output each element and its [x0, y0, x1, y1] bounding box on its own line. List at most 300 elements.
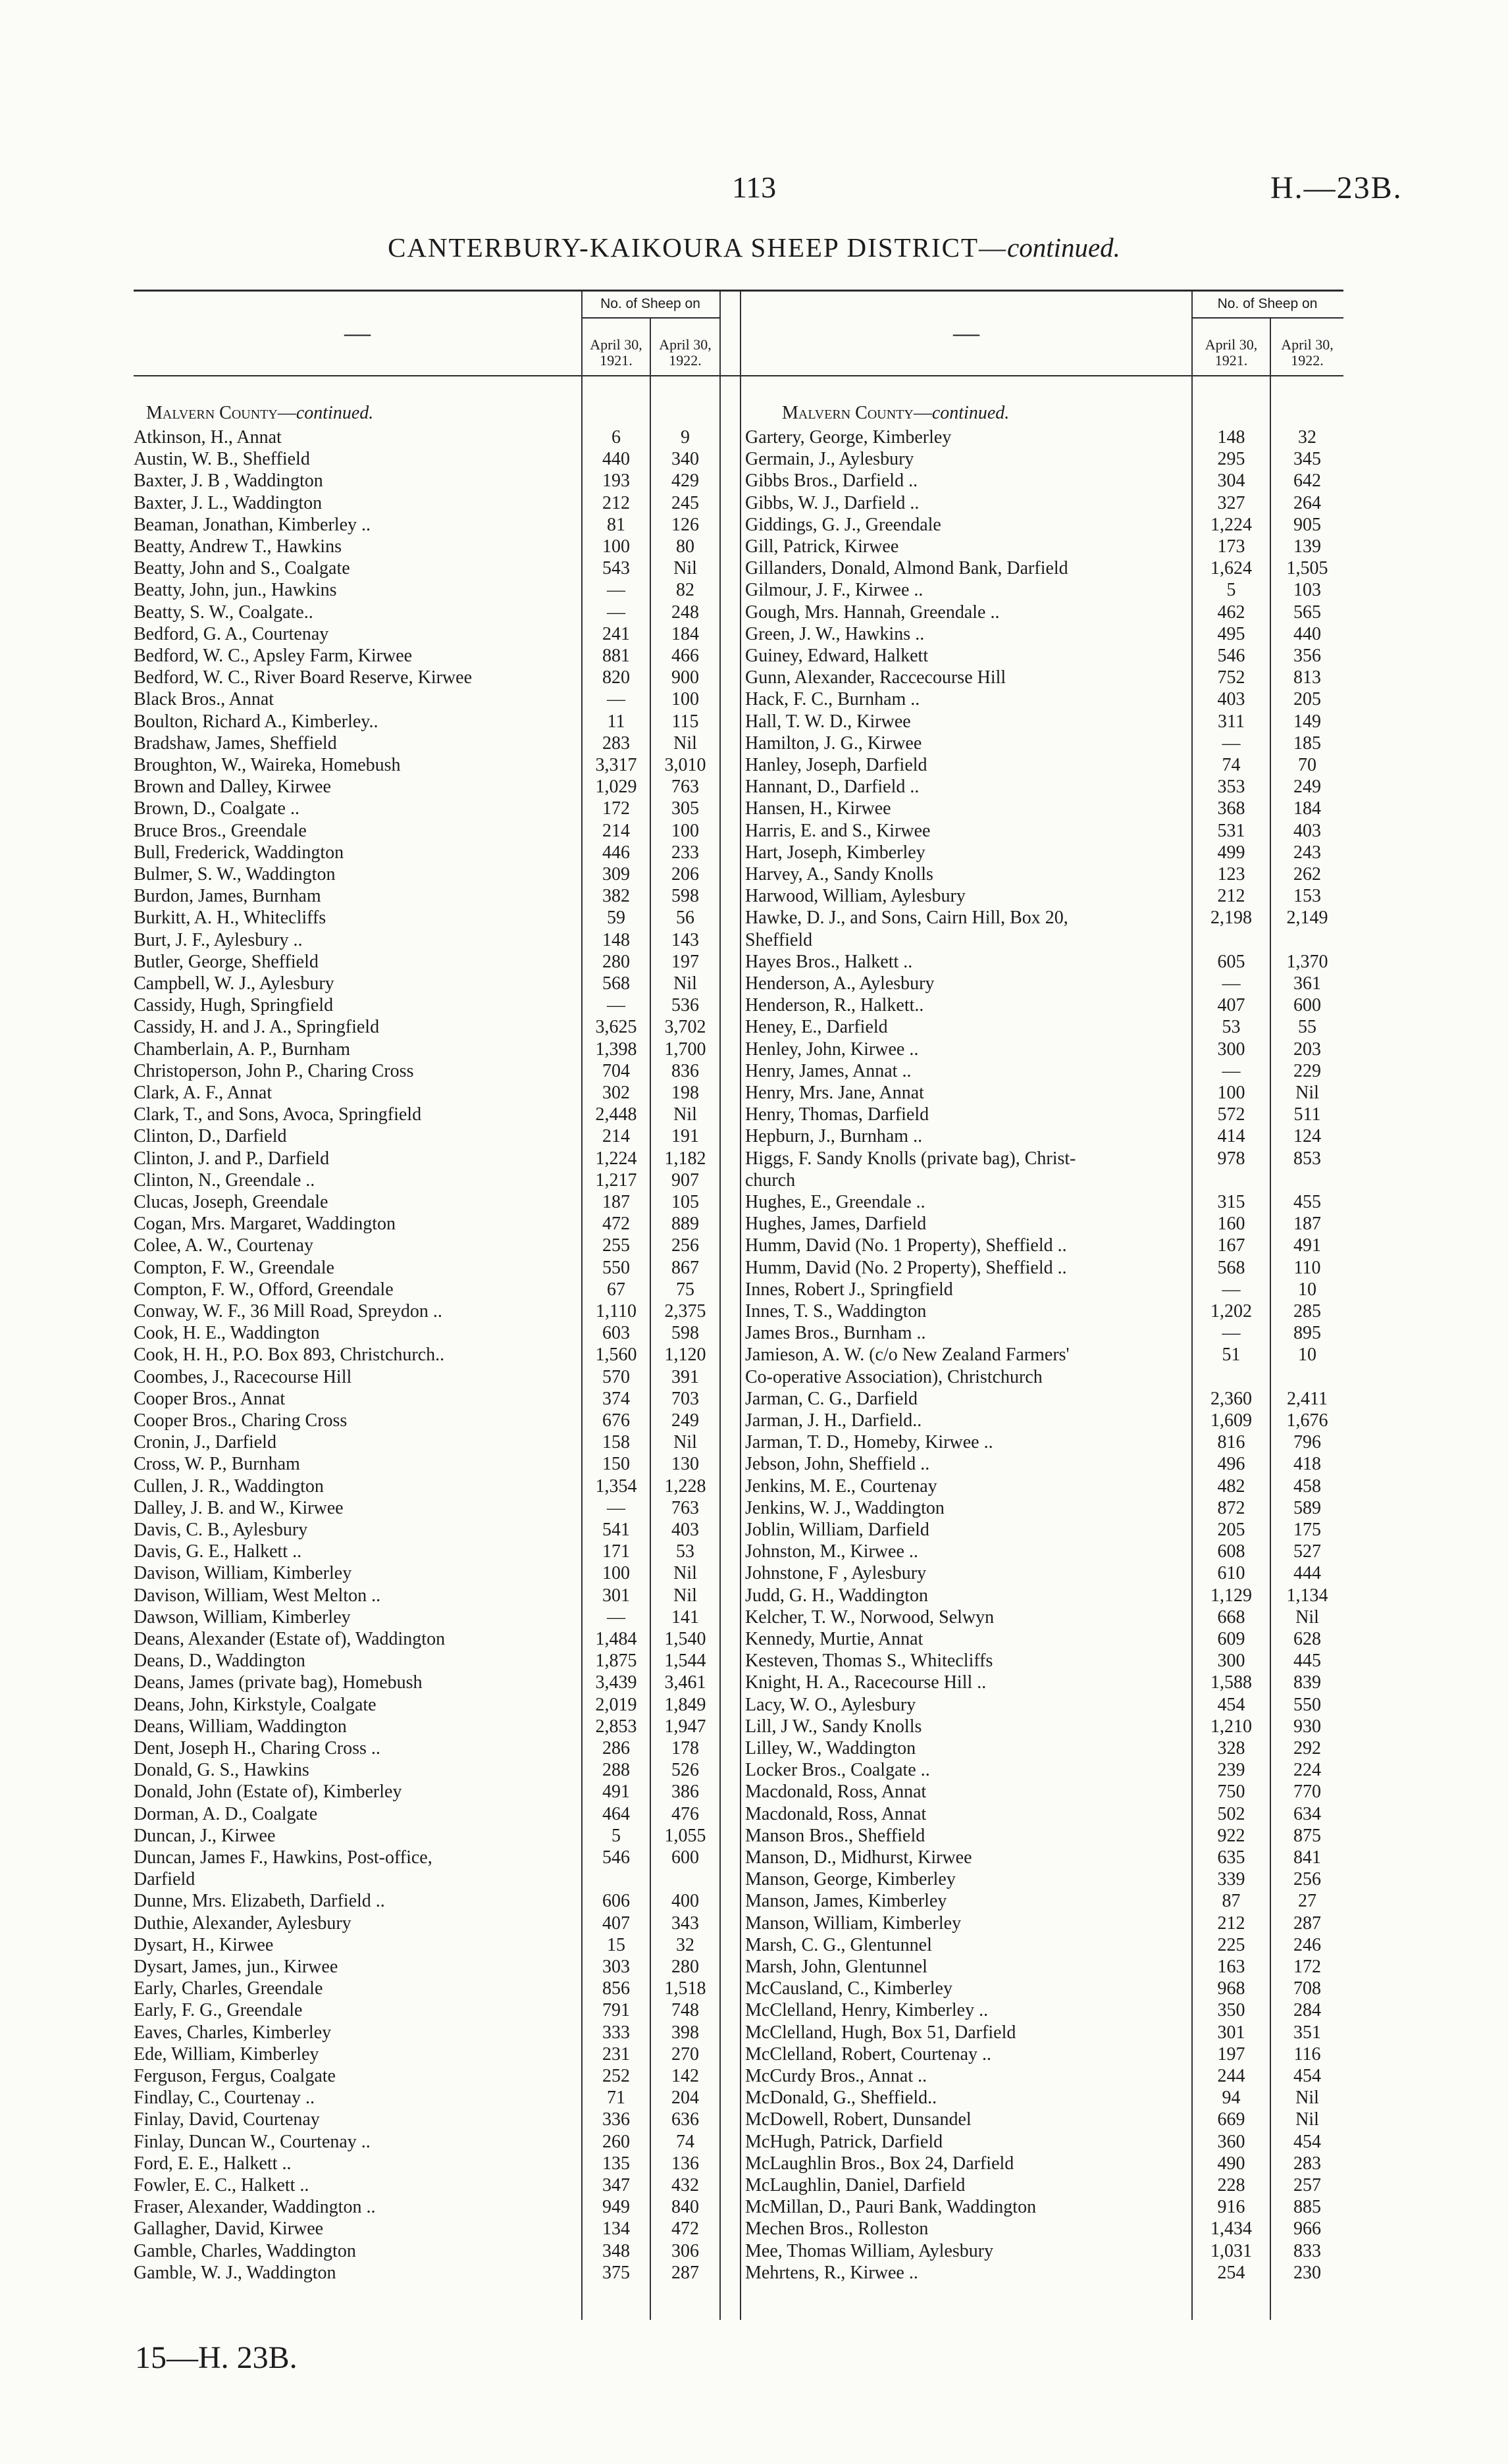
- sheep-1922: 115: [671, 711, 699, 732]
- holder-name: Clark, T., and Sons, Avoca, Springfield: [134, 1104, 422, 1125]
- left-table-row: [134, 1672, 719, 1693]
- sheep-1921: 1,029: [595, 777, 637, 798]
- left-table-row: [134, 426, 719, 448]
- right-table-row: [745, 1148, 1343, 1169]
- sheep-1921: 791: [602, 2000, 630, 2021]
- sheep-1921: 606: [602, 1891, 630, 1912]
- sheep-1921: 2,360: [1210, 1388, 1252, 1409]
- sheep-1921: 327: [1217, 492, 1245, 513]
- holder-name: Donald, G. S., Hawkins: [134, 1760, 309, 1781]
- left-table-row: [134, 951, 719, 973]
- sheep-1921: 286: [602, 1738, 630, 1758]
- right-table-row: [745, 1650, 1343, 1672]
- left-header-no-of-sheep: No. of Sheep on: [600, 296, 700, 311]
- sheep-1922: 204: [671, 2088, 699, 2109]
- sheep-1921: 572: [1217, 1104, 1245, 1125]
- right-table-row: [745, 820, 1343, 842]
- holder-name: Beatty, S. W., Coalgate..: [134, 602, 313, 623]
- sheep-1922: 813: [1293, 667, 1321, 688]
- sheep-1922: 403: [1293, 820, 1321, 841]
- sheep-1922: 1,676: [1286, 1410, 1328, 1431]
- sheep-1922: 292: [1293, 1738, 1321, 1758]
- right-table-row: [745, 1781, 1343, 1803]
- holder-name: Deans, Alexander (Estate of), Waddington: [134, 1629, 446, 1649]
- left-table-row: [134, 688, 719, 710]
- right-table-row: [745, 514, 1343, 536]
- sheep-1921: 496: [1217, 1454, 1245, 1475]
- sheep-1921: 1,609: [1210, 1410, 1252, 1431]
- holder-name: Heney, E., Darfield: [745, 1017, 888, 1038]
- sheep-1921: 3,625: [595, 1017, 637, 1038]
- holder-name: Coombes, J., Racecourse Hill: [134, 1366, 352, 1387]
- holder-name: Chamberlain, A. P., Burnham: [134, 1039, 350, 1060]
- holder-name: Finlay, Duncan W., Courtenay ..: [134, 2131, 371, 2152]
- holder-name: Davison, William, West Melton ..: [134, 1585, 381, 1606]
- sheep-1921: —: [1222, 973, 1241, 994]
- sheep-1921: 2,019: [595, 1694, 637, 1715]
- holder-name: Compton, F. W., Greendale: [134, 1257, 334, 1278]
- sheep-1921: 568: [1217, 1257, 1245, 1278]
- sheep-1921: 881: [602, 646, 630, 666]
- holder-name: Duncan, James F., Hawkins, Post-office,: [134, 1847, 432, 1868]
- holder-name: Deans, William, Waddington: [134, 1716, 347, 1737]
- holder-name: Henry, Mrs. Jane, Annat: [745, 1083, 924, 1103]
- left-table-row: [134, 1978, 719, 1999]
- sheep-1922: 178: [671, 1738, 699, 1758]
- holder-name: Jarman, T. D., Homeby, Kirwee ..: [745, 1432, 993, 1453]
- holder-name: Innes, T. S., Waddington: [745, 1301, 927, 1322]
- right-table-row: [745, 2262, 1343, 2284]
- sheep-1921: 134: [602, 2219, 630, 2240]
- sheep-1922: 55: [1298, 1017, 1316, 1038]
- holder-name: Dysart, James, jun., Kirwee: [134, 1957, 338, 1977]
- page-title: [0, 232, 1508, 263]
- left-table-row: [134, 1541, 719, 1562]
- sheep-1922: 70: [1298, 755, 1316, 775]
- holder-name: Hawke, D. J., and Sons, Cairn Hill, Box 20,: [745, 908, 1068, 929]
- sheep-1921: 231: [602, 2043, 630, 2065]
- right-table-row: [745, 1956, 1343, 1978]
- holder-name: Hughes, E., Greendale ..: [745, 1192, 925, 1212]
- left-table-row: [134, 1606, 719, 1628]
- sheep-1922: 175: [1293, 1520, 1321, 1540]
- sheep-1921: 570: [602, 1366, 630, 1387]
- right-table-row: [745, 492, 1343, 514]
- sheep-1921: 949: [602, 2197, 630, 2218]
- sheep-1921: 148: [602, 929, 630, 950]
- left-table-row: [134, 711, 719, 732]
- right-table-row: [745, 1104, 1343, 1125]
- sheep-1921: 67: [607, 1279, 625, 1300]
- sheep-1922: 110: [1293, 1257, 1321, 1278]
- sheep-1921: 336: [602, 2109, 630, 2130]
- sheep-1922: Nil: [673, 1432, 697, 1453]
- holder-name: Cook, H. H., P.O. Box 893, Christchurch..: [134, 1345, 445, 1366]
- sheep-1922: 103: [1293, 580, 1321, 601]
- holder-name: Manson, James, Kimberley: [745, 1891, 947, 1912]
- left-table-row: [134, 1016, 719, 1038]
- left-section-heading: [146, 403, 373, 424]
- sheep-1921: —: [607, 1606, 625, 1628]
- left-table-row: [134, 1868, 719, 1890]
- holder-name: Bull, Frederick, Waddington: [134, 842, 344, 863]
- holder-name: Cogan, Mrs. Margaret, Waddington: [134, 1214, 396, 1235]
- right-table-row: [745, 1934, 1343, 1956]
- sheep-1922: 270: [671, 2043, 699, 2065]
- sheep-1921: 374: [602, 1388, 630, 1409]
- sheep-1921: 173: [1217, 536, 1245, 557]
- sheep-1921: 333: [602, 2022, 630, 2043]
- right-table-row: [745, 1606, 1343, 1628]
- right-table-row: [745, 929, 1343, 951]
- sheep-1922: 600: [1293, 995, 1321, 1016]
- title-main: CANTERBURY-KAIKOURA SHEEP DISTRICT—: [388, 232, 1007, 263]
- sheep-1922: 246: [1293, 1934, 1321, 1955]
- sheep-1922: 796: [1293, 1432, 1321, 1453]
- sheep-1922: 100: [671, 820, 699, 841]
- holder-name: Gamble, W. J., Waddington: [134, 2262, 336, 2283]
- sheep-1921: 609: [1217, 1629, 1245, 1649]
- holder-name: Green, J. W., Hawkins ..: [745, 623, 925, 644]
- sheep-1921: 252: [602, 2066, 630, 2086]
- sheep-1922: 185: [1293, 732, 1321, 754]
- sheep-1922: 454: [1293, 2131, 1321, 2152]
- right-table-row: [745, 732, 1343, 754]
- right-table-row: [745, 2043, 1343, 2065]
- top-rule: [134, 290, 1343, 292]
- sheep-1921: 255: [602, 1235, 630, 1256]
- sheep-1922: 598: [671, 1323, 699, 1344]
- holder-name: Mehrtens, R., Kirwee ..: [745, 2262, 918, 2283]
- holder-name: Davison, William, Kimberley: [134, 1563, 352, 1584]
- sheep-1921: 87: [1222, 1891, 1241, 1912]
- right-table-row: [745, 1410, 1343, 1431]
- right-table-row: [745, 1476, 1343, 1497]
- right-table-row: [745, 602, 1343, 623]
- holder-name: Christoperson, John P., Charing Cross: [134, 1060, 414, 1081]
- sheep-1922: 889: [671, 1214, 699, 1235]
- holder-name: Clinton, N., Greendale ..: [134, 1169, 315, 1191]
- sheep-1921: 53: [1222, 1017, 1241, 1038]
- left-table-row: [134, 1431, 719, 1453]
- holder-name: Giddings, G. J., Greendale: [745, 514, 941, 535]
- sheep-1922: 116: [1293, 2043, 1321, 2065]
- holder-name: Donald, John (Estate of), Kimberley: [134, 1782, 402, 1803]
- left-table-row: [134, 994, 719, 1016]
- holder-name: Baxter, J. B , Waddington: [134, 471, 323, 492]
- sheep-1921: 163: [1217, 1957, 1245, 1977]
- right-table-row: [745, 1169, 1343, 1191]
- holder-name: Boulton, Richard A., Kimberley..: [134, 711, 378, 732]
- right-table-row: [745, 2240, 1343, 2262]
- left-section-continued: continued.: [296, 403, 374, 423]
- left-header-col1: [583, 337, 650, 369]
- left-table-row: [134, 820, 719, 842]
- right-table-row: [745, 1847, 1343, 1868]
- holder-name: Hughes, James, Darfield: [745, 1214, 927, 1235]
- left-table-row: [134, 754, 719, 776]
- sheep-1921: 750: [1217, 1782, 1245, 1803]
- sheep-1921: 197: [1217, 2043, 1245, 2065]
- left-table-row: [134, 557, 719, 579]
- sheep-1922: 100: [671, 689, 699, 710]
- right-table-row: [745, 1366, 1343, 1388]
- sheep-1921: 205: [1217, 1520, 1245, 1540]
- holder-name: McClelland, Robert, Courtenay ..: [745, 2043, 992, 2065]
- right-table-row: [745, 1453, 1343, 1475]
- right-table-row: [745, 1257, 1343, 1279]
- left-table-row: [134, 1847, 719, 1868]
- holder-name: Marsh, C. G., Glentunnel: [745, 1934, 932, 1955]
- holder-name: Deans, John, Kirkstyle, Coalgate: [134, 1694, 377, 1715]
- holder-name: Dawson, William, Kimberley: [134, 1606, 351, 1628]
- sheep-1921: 820: [602, 667, 630, 688]
- holder-name: Austin, W. B., Sheffield: [134, 449, 310, 470]
- sheep-1922: 287: [1293, 1912, 1321, 1934]
- holder-name: Manson, D., Midhurst, Kirwee: [745, 1847, 972, 1868]
- left-table-row: [134, 1803, 719, 1825]
- holder-name: Henderson, A., Aylesbury: [745, 973, 935, 994]
- holder-name: Hack, F. C., Burnham ..: [745, 689, 920, 710]
- sheep-1922: 391: [671, 1366, 699, 1387]
- sheep-1921: 171: [602, 1541, 630, 1562]
- holder-name: Knight, H. A., Racecourse Hill ..: [745, 1672, 987, 1693]
- holder-name: Hayes Bros., Halkett ..: [745, 951, 913, 972]
- left-table-row: [134, 667, 719, 688]
- holder-name: Joblin, William, Darfield: [745, 1520, 929, 1540]
- right-table-row: [745, 1825, 1343, 1847]
- left-table-row: [134, 1562, 719, 1584]
- sheep-1922: 9: [681, 427, 690, 448]
- right-table-row: [745, 1978, 1343, 1999]
- sheep-1921: 1,129: [1210, 1585, 1252, 1606]
- sheep-1921: 283: [602, 732, 630, 754]
- sheep-1921: 244: [1217, 2066, 1245, 2086]
- sheep-1922: 56: [676, 908, 694, 929]
- holder-name: Cronin, J., Darfield: [134, 1432, 276, 1453]
- sheep-1922: 930: [1293, 1716, 1321, 1737]
- right-table-row: [745, 1585, 1343, 1606]
- holder-name: Bulmer, S. W., Waddington: [134, 864, 336, 885]
- sheep-1922: 565: [1293, 602, 1321, 623]
- sheep-1922: 867: [671, 1257, 699, 1278]
- sheep-1921: 856: [602, 1978, 630, 1999]
- sheep-1921: 100: [1217, 1083, 1245, 1103]
- holder-name: Kennedy, Murtie, Annat: [745, 1629, 923, 1649]
- sheep-1922: 841: [1293, 1847, 1321, 1868]
- sheep-1922: 184: [671, 623, 699, 644]
- holder-name: Gibbs, W. J., Darfield ..: [745, 492, 920, 513]
- right-table-row: [745, 1344, 1343, 1366]
- holder-name: Mechen Bros., Rolleston: [745, 2219, 929, 2240]
- sheep-1921: 916: [1217, 2197, 1245, 2218]
- sheep-1921: 123: [1217, 864, 1245, 885]
- sheep-1921: 1,588: [1210, 1672, 1252, 1693]
- right-table-row: [745, 2196, 1343, 2218]
- holder-name: Dalley, J. B. and W., Kirwee: [134, 1497, 344, 1518]
- right-date2: April 30,: [1281, 336, 1334, 353]
- sheep-1921: 15: [607, 1934, 625, 1955]
- sheep-1922: 262: [1293, 864, 1321, 885]
- right-table-row: [745, 557, 1343, 579]
- left-table-row: [134, 863, 719, 885]
- holder-name: Dunne, Mrs. Elizabeth, Darfield ..: [134, 1891, 385, 1912]
- sheep-1921: 158: [602, 1432, 630, 1453]
- holder-name: Compton, F. W., Offord, Greendale: [134, 1279, 394, 1300]
- sheep-1922: 356: [1293, 646, 1321, 666]
- left-table-row: [134, 1737, 719, 1759]
- right-table-row: [745, 711, 1343, 732]
- right-table-row: [745, 536, 1343, 557]
- left-table-row: [134, 1235, 719, 1256]
- left-table-row: [134, 1890, 719, 1912]
- left-table-row: [134, 907, 719, 929]
- sheep-1921: 1,560: [595, 1345, 637, 1366]
- sheep-1921: 301: [1217, 2022, 1245, 2043]
- sheep-1921: 2,198: [1210, 908, 1252, 929]
- sheep-1921: 280: [602, 951, 630, 972]
- sheep-1922: 907: [671, 1169, 699, 1191]
- sheep-1922: Nil: [673, 1104, 697, 1125]
- sheep-1921: 172: [602, 798, 630, 819]
- holder-name: Beatty, John and S., Coalgate: [134, 558, 350, 579]
- holder-name: Germain, J., Aylesbury: [745, 449, 914, 470]
- holder-name: Gough, Mrs. Hannah, Greendale ..: [745, 602, 1000, 623]
- sheep-1921: 454: [1217, 1694, 1245, 1715]
- sheep-1922: 445: [1293, 1651, 1321, 1672]
- sheep-1922: 249: [671, 1410, 699, 1431]
- sheep-1921: 5: [611, 1825, 621, 1846]
- sheep-1922: 224: [1293, 1760, 1321, 1781]
- left-table-row: [134, 1300, 719, 1322]
- sheep-1922: 885: [1293, 2197, 1321, 2218]
- sheep-1922: 248: [671, 602, 699, 623]
- holder-name: Davis, C. B., Aylesbury: [134, 1520, 308, 1540]
- holder-name: Manson, William, Kimberley: [745, 1912, 962, 1934]
- holder-name: Burkitt, A. H., Whitecliffs: [134, 908, 326, 929]
- sheep-1922: 256: [671, 1235, 699, 1256]
- sheep-1921: 5: [1226, 580, 1236, 601]
- sheep-1921: 212: [1217, 886, 1245, 907]
- sheep-1921: 71: [607, 2088, 625, 2109]
- sheep-1922: 256: [1293, 1869, 1321, 1890]
- right-table-row: [745, 1039, 1343, 1060]
- holder-name: Bruce Bros., Greendale: [134, 820, 307, 841]
- sheep-1921: 3,317: [595, 755, 637, 775]
- left-table-row: [134, 1191, 719, 1213]
- sheep-1922: Nil: [673, 558, 697, 579]
- left-table-row: [134, 1104, 719, 1125]
- left-table-row: [134, 1125, 719, 1147]
- holder-name: Harris, E. and S., Kirwee: [745, 820, 931, 841]
- sheep-1921: 350: [1217, 2000, 1245, 2021]
- left-table-row: [134, 1999, 719, 2021]
- left-table-row: [134, 842, 719, 863]
- left-table-row: [134, 1628, 719, 1650]
- sheep-1922: 476: [671, 1803, 699, 1824]
- sheep-1921: 353: [1217, 777, 1245, 798]
- left-table-row: [134, 645, 719, 667]
- right-table-row: [745, 1803, 1343, 1825]
- left-table-row: [134, 929, 719, 951]
- holder-name: Henry, Thomas, Darfield: [745, 1104, 929, 1125]
- sheep-1922: 285: [1293, 1301, 1321, 1322]
- sheep-1922: 403: [671, 1520, 699, 1540]
- holder-name: McClelland, Henry, Kimberley ..: [745, 2000, 989, 2021]
- holder-name: Jenkins, M. E., Courtenay: [745, 1476, 937, 1497]
- sheep-1922: 184: [1293, 798, 1321, 819]
- sheep-1921: 74: [1222, 755, 1241, 775]
- sheep-1921: 368: [1217, 798, 1245, 819]
- holder-name: Johnston, M., Kirwee ..: [745, 1541, 918, 1562]
- sheep-1921: 241: [602, 623, 630, 644]
- sheep-1921: 446: [602, 842, 630, 863]
- sheep-1922: 306: [671, 2240, 699, 2261]
- right-table-row: [745, 470, 1343, 492]
- sheep-1921: 260: [602, 2131, 630, 2152]
- sheep-1922: 895: [1293, 1323, 1321, 1344]
- sheep-1922: 642: [1293, 471, 1321, 492]
- sheep-1922: 3,461: [664, 1672, 706, 1693]
- title-continued: continued.: [1007, 232, 1120, 263]
- sheep-1921: 347: [602, 2175, 630, 2195]
- right-table-row: [745, 1125, 1343, 1147]
- sheep-1921: 328: [1217, 1738, 1245, 1758]
- sheep-1921: 150: [602, 1454, 630, 1475]
- sheep-1922: 527: [1293, 1541, 1321, 1562]
- holder-name: Deans, James (private bag), Homebush: [134, 1672, 423, 1693]
- sheep-1922: 1,182: [664, 1148, 706, 1169]
- right-table-row: [745, 1279, 1343, 1300]
- right-table-row: [745, 907, 1343, 929]
- sheep-1922: Nil: [673, 1585, 697, 1606]
- right-table-row: [745, 1388, 1343, 1410]
- holder-name: McDonald, G., Sheffield..: [745, 2088, 937, 2109]
- sheep-1922: 2,375: [664, 1301, 706, 1322]
- header-bottom-rule: [134, 375, 1343, 376]
- holder-name: McLaughlin Bros., Box 24, Darfield: [745, 2153, 1014, 2174]
- sheep-1921: 300: [1217, 1039, 1245, 1060]
- sheep-1922: 2,149: [1286, 908, 1328, 929]
- sheep-1921: 502: [1217, 1803, 1245, 1824]
- sheep-1921: 81: [607, 514, 625, 535]
- sheep-1922: 1,228: [664, 1476, 706, 1497]
- page-footer: 15—H. 23B.: [135, 2340, 298, 2375]
- holder-name: Jarman, J. H., Darfield..: [745, 1410, 922, 1431]
- sheep-1921: 59: [607, 908, 625, 929]
- sheep-1921: 676: [602, 1410, 630, 1431]
- holder-name: Deans, D., Waddington: [134, 1651, 305, 1672]
- left-table-row: [134, 1213, 719, 1235]
- holder-name: Jebson, John, Sheffield ..: [745, 1454, 930, 1475]
- sheep-1922: 491: [1293, 1235, 1321, 1256]
- left-table-row: [134, 1497, 719, 1519]
- holder-name: Davis, G. E., Halkett ..: [134, 1541, 302, 1562]
- sheep-1922: 141: [671, 1606, 699, 1628]
- sheep-1922: 233: [671, 842, 699, 863]
- sheep-1921: 608: [1217, 1541, 1245, 1562]
- sheep-1922: 74: [676, 2131, 694, 2152]
- sheep-1922: 418: [1293, 1454, 1321, 1475]
- sheep-1922: 1,505: [1286, 558, 1328, 579]
- left-table-row: [134, 470, 719, 492]
- right-table-row: [745, 1737, 1343, 1759]
- left-table-row: [134, 1322, 719, 1344]
- sheep-1921: 482: [1217, 1476, 1245, 1497]
- left-table-row: [134, 798, 719, 819]
- right-table-row: [745, 1213, 1343, 1235]
- holder-name: Hall, T. W. D., Kirwee: [745, 711, 911, 732]
